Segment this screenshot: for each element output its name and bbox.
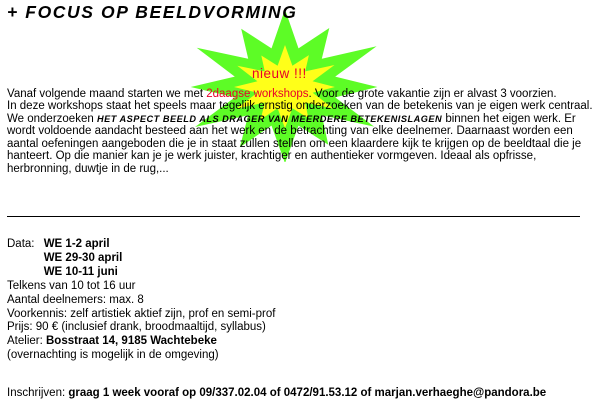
intro-paragraph-1 xyxy=(7,88,601,100)
intro-paragraph-2 xyxy=(7,100,601,175)
atelier-label: Atelier: xyxy=(7,335,46,348)
date-item: WE 1-2 april xyxy=(43,238,110,250)
date-item: WE 29-30 april xyxy=(43,251,123,264)
times-line: Telkens van 10 tot 16 uur xyxy=(7,279,136,292)
signup-detail: graag 1 week vooraf op 09/337.02.04 of 0472/91.53.12 of marjan.verhaeghe@pandora.be xyxy=(68,387,547,399)
atelier-address: Bosstraat 14, 9185 Wachtebeke xyxy=(46,335,217,348)
overnight-line: (overnachting is mogelijk in de omgeving) xyxy=(7,349,219,362)
intro-p2-before: We onderzoeken xyxy=(7,112,97,125)
signup-label: Inschrijven: xyxy=(7,387,69,399)
date-item: WE 10-11 juni xyxy=(43,265,118,278)
aspect-emphasis: HET ASPECT BEELD ALS DRAGER VAN MEERDERE BETEKENISLAGEN xyxy=(96,113,443,124)
divider-line xyxy=(7,216,580,217)
signup-line xyxy=(7,387,546,399)
intro-p1-after: . Voor de grote vakantie zijn er alvast 3 voorzien. xyxy=(308,88,557,100)
prerequisite-line: Voorkennis: zelf artistiek aktief zijn, prof en semi-prof xyxy=(7,307,276,320)
data-label: Data: xyxy=(7,238,35,250)
dates-row xyxy=(7,238,601,280)
intro-p2-line1: In deze workshops staat het speels maar tegelijk ernstig onderzoeken van de betekenis van je eigen werk centraal. xyxy=(7,100,593,113)
workshops-highlight: 2daagse workshops xyxy=(206,88,309,100)
info-block xyxy=(7,238,601,363)
intro-text xyxy=(7,88,601,175)
atelier-line xyxy=(7,335,601,349)
price-line: Prijs: 90 € (inclusief drank, broodmaaltijd, syllabus) xyxy=(7,321,266,334)
page-title: + FOCUS OP BEELDVORMING xyxy=(7,2,298,22)
participants-line: Aantal deelnemers: max. 8 xyxy=(7,293,144,306)
new-badge-label: nieuw !!! xyxy=(252,66,307,81)
intro-p1-before: Vanaf volgende maand starten we met xyxy=(7,88,207,100)
intro-p2-after: binnen het eigen werk. Er wordt voldoende aandacht besteed aan het werk en de betrachting van elke deelnemer. Daarnaast worden een aantal oefeningen aangeboden die je in staat zullen stellen om een klaardere kijk te krijgen op de beeldtaal die je hanteert. Op die manier kan je je werk juister, krachtiger en authentieker vormgeven. Ideaal als opfrisse, herbronning, duwtje in de rug,... xyxy=(7,112,582,175)
dates-list xyxy=(44,238,123,280)
